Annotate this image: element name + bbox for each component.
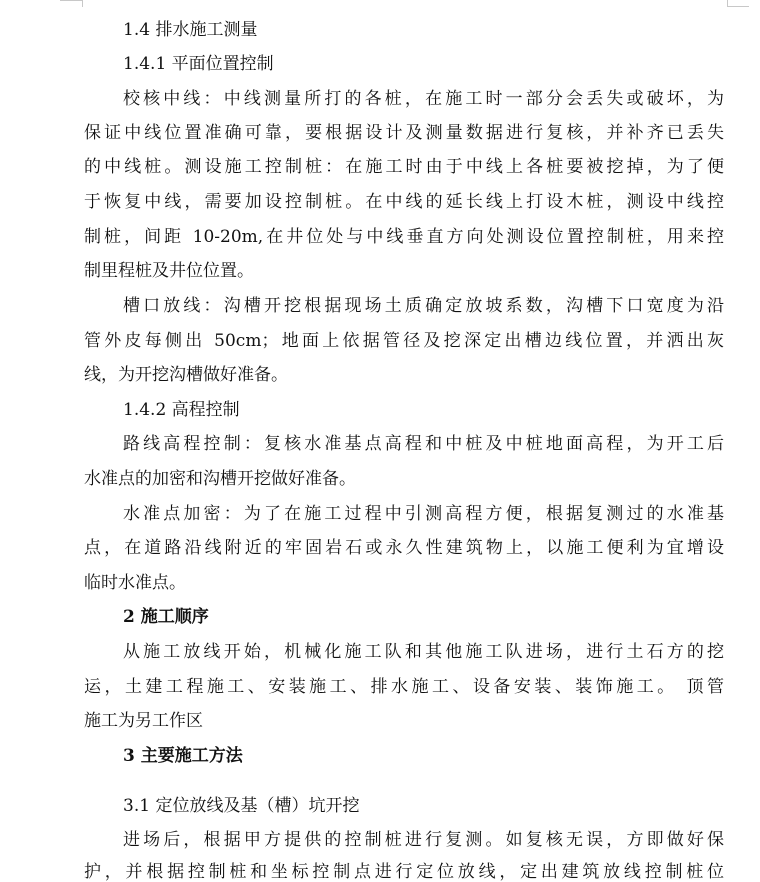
- heading-1-4-2: 1.4.2 高程控制: [123, 400, 240, 420]
- paragraph-line: 线，为开挖沟槽做好准备。: [84, 365, 288, 385]
- heading-3-1: 3.1 定位放线及基（槽）坑开挖: [123, 796, 360, 816]
- paragraph-line: 点，在道路沿线附近的牢固岩石或永久性建筑物上，以施工便利为宜增设: [84, 538, 724, 558]
- paragraph-line: 水准点的加密和沟槽开挖做好准备。: [84, 469, 356, 489]
- heading-3: 3 主要施工方法: [123, 746, 243, 766]
- heading-1-4: 1.4 排水施工测量: [123, 20, 258, 40]
- paragraph-line: 槽口放线：沟槽开挖根据现场土质确定放坡系数，沟槽下口宽度为沿: [123, 296, 724, 316]
- paragraph-line: 校核中线：中线测量所打的各桩，在施工时一部分会丢失或破坏，为: [123, 89, 724, 109]
- paragraph-line: 于恢复中线，需要加设控制桩。在中线的延长线上打设木桩，测设中线控: [84, 192, 724, 212]
- paragraph-line: 运，土建工程施工、安装施工、排水施工、设备安装、装饰施工。 顶管: [84, 677, 724, 697]
- paragraph-line: 路线高程控制：复核水准基点高程和中桩及中桩地面高程，为开工后: [123, 434, 724, 454]
- paragraph-line: 水准点加密：为了在施工过程中引测高程方便，根据复测过的水准基: [123, 504, 724, 524]
- heading-1-4-1: 1.4.1 平面位置控制: [123, 54, 274, 74]
- paragraph-line: 的中线桩。测设施工控制桩：在施工时由于中线上各桩要被挖掉，为了便: [84, 157, 724, 177]
- paragraph-line: 护，并根据控制桩和坐标控制点进行定位放线，定出建筑放线控制桩位: [84, 862, 724, 882]
- paragraph-line: 从施工放线开始，机械化施工队和其他施工队进场，进行土石方的挖: [123, 642, 724, 662]
- paragraph-line: 制里程桩及井位位置。: [84, 261, 254, 281]
- paragraph-line: 进场后，根据甲方提供的控制桩进行复测。如复核无误，方即做好保: [123, 830, 724, 850]
- heading-2: 2 施工顺序: [123, 607, 209, 627]
- paragraph-line: 施工为另工作区: [84, 711, 203, 731]
- paragraph-line: 管外皮每侧出 50cm；地面上依据管径及挖深定出槽边线位置，并洒出灰: [84, 331, 724, 351]
- paragraph-line: 制桩，间距 10-20m,在井位处与中线垂直方向处测设位置控制桩，用来控: [84, 227, 724, 247]
- paragraph-line: 保证中线位置准确可靠，要根据设计及测量数据进行复核，并补齐已丢失: [84, 123, 724, 143]
- paragraph-line: 临时水准点。: [84, 573, 186, 593]
